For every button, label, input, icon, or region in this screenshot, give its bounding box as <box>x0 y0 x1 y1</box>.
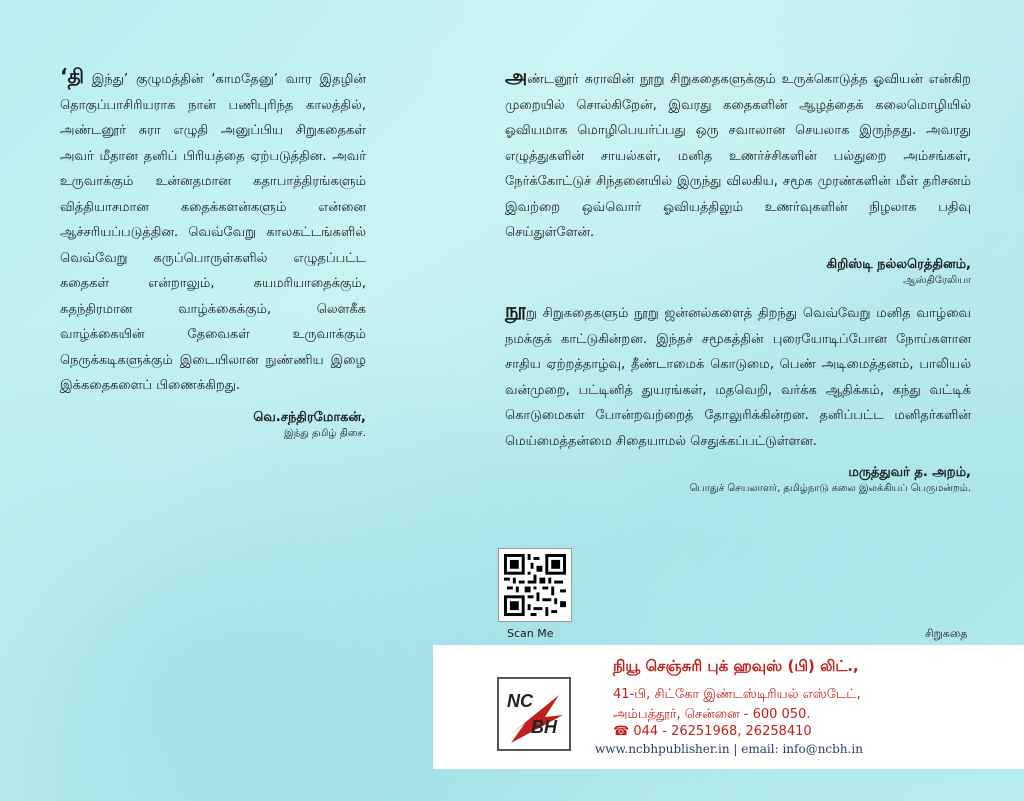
dropcap: நூ <box>505 298 526 322</box>
right-review-2-text: நூறு சிறுகதைகளும் நூறு ஜன்னல்களைத் திறந்து வெவ்வேறு மனித வாழ்வை நமக்குக் காட்டுகின்றன. இந்தச் சமூகத்தின் புரையோடிப்போன நோய்களான சாதிய ஏற்றத்தாழ்வு, தீண்டாமைக் கொடுமை, பெண் அடிமைத்தனம், பாலியல் வன்முறை, பட்டினித் துயரங்கள், மதவெறி, வர்க்க ஆதிக்கம், கந்து வட்டிக் கொடுமைகள் போன்றவற்றைத் தோலுரிக்கின்றன. தனிப்பட்ட மனிதர்களின் மெய்மைத்தன்மை சிதையாமல் செதுக்கப்பட்டுள்ளன. <box>505 298 971 449</box>
publisher-logo <box>497 677 571 751</box>
publisher-box <box>433 645 1024 769</box>
qr-code[interactable] <box>498 548 572 622</box>
right-review-1-text: அண்டனூர் சுராவின் நூறு சிறுகதைகளுக்கும் உருக்கொடுத்த ஓவியன் என்கிற முறையில் சொல்கிறேன், இவரது கதைகளின் ஆழத்தைக் கலைமொழியில் ஓவியமாக மொழிபெயர்ப்பது ஒரு சவாலான செயலாக இருந்தது. அவரது எழுத்துகளின் சாயல்கள், மனித உணர்ச்சிகளின் பல்துறை அம்சங்கள், நேர்க்கோட்டுச் சிந்தனையில் இருந்து விலகிய, சமூக முரண்களின் மீள் தரிசனம் இவற்றை ஒவ்வொர் ஓவியத்திலும் உணர்வுகளின் நிழலாக பதிவு செய்துள்ளேன். <box>505 64 971 240</box>
publisher-web[interactable]: www.ncbhpublisher.in | email: info@ncbh.in <box>595 742 863 756</box>
right-review-1 <box>505 64 971 288</box>
review-affiliation: ஆஸ்திரேலியா <box>903 274 971 286</box>
dropcap: அ <box>505 64 528 88</box>
review-author: கிறிஸ்டி நல்லரெத்தினம், <box>826 256 971 272</box>
left-review <box>60 64 366 441</box>
review-affiliation: பொதுச் செயலாளர், தமிழ்நாடு கலை இலக்கியப் பெருமன்றம். <box>689 483 971 494</box>
scan-me-label: Scan Me <box>507 627 554 640</box>
publisher-address-2: அம்பத்தூர், சென்னை - 600 050. <box>613 707 811 722</box>
review-affiliation: இந்து தமிழ் திசை. <box>284 427 366 439</box>
publisher-phone: ☎ 044 - 26251968, 26258410 <box>613 724 812 739</box>
review-author: மருத்துவர் த. அறம், <box>848 465 971 480</box>
left-review-text: ‘தி இந்து’ குழுமத்தின் ‘காமதேனு’ வார இதழின் தொகுப்பாசிரியராக நான் பணிபுரிந்த காலத்தில், அண்டனூர் சுரா எழுதி அனுப்பிய சிறுகதைகள் அவர் மீதான தனிப் பிரியத்தை ஏற்படுத்தின. அவர் உருவாக்கும் உன்னதமான கதாபாத்திரங்களும் வித்தியாசமான கதைக்களன்களும் என்னை ஆச்சரியப்படுத்தின. வெவ்வேறு காலகட்டங்களில் வெவ்வேறு கருப்பொருள்களில் எழுதப்பட்ட கதைகள் என்றாலும், சுயமரியாதைக்கும், சுதந்திரமான வாழ்க்கைக்கும், லௌகீக வாழ்க்கையின் தேவைகள் உருவாக்கும் நெருக்கடிகளுக்கும் இடையிலான நுண்ணிய இழை இக்கதைகளைப் பிணைக்கிறது. <box>60 64 366 393</box>
right-review-2 <box>505 298 971 496</box>
publisher-address-1: 41-பி, சிட்கோ இண்டஸ்டிரியல் எஸ்டேட், <box>613 687 861 702</box>
genre-label: சிறுகதை <box>925 627 968 640</box>
publisher-name: நியூ செஞ்சுரி புக் ஹவுஸ் (பி) லிட்., <box>613 657 859 675</box>
logo-text-top: NC <box>507 691 533 711</box>
ncbh-logo-icon <box>497 677 571 751</box>
qr-code-icon <box>504 554 566 616</box>
dropcap: ‘தி <box>60 64 84 88</box>
logo-text-bottom: BH <box>531 717 557 737</box>
review-author: வெ.சந்திரமோகன், <box>253 409 366 425</box>
